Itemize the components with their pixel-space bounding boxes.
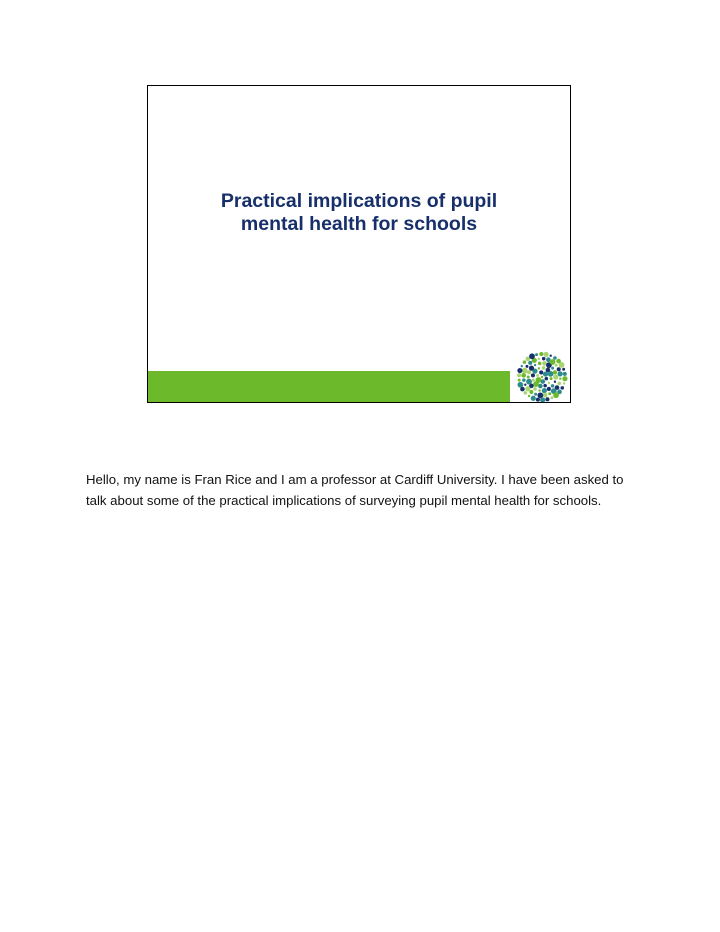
logo-dot: [557, 367, 561, 371]
logo-dot: [534, 393, 537, 396]
logo-dot: [544, 352, 549, 357]
logo-dot: [538, 358, 540, 360]
logo-dot: [537, 392, 543, 398]
footer-green-bar: [148, 371, 510, 403]
logo-dot: [545, 397, 549, 401]
logo-dot: [548, 371, 554, 377]
logo-dot: [543, 371, 548, 376]
logo-dot: [543, 393, 548, 398]
logo-dot: [558, 371, 563, 376]
logo-dot: [533, 387, 537, 391]
logo-dot: [551, 367, 554, 370]
logo-dot: [559, 377, 561, 379]
logo-dot: [529, 390, 533, 394]
logo-dot: [529, 366, 534, 371]
slide-title: [148, 190, 570, 236]
logo-dot: [522, 368, 528, 374]
dots-circle-logo-icon: [508, 341, 571, 403]
logo-dot: [533, 381, 539, 387]
logo-dot: [558, 382, 562, 386]
logo-dot: [526, 379, 532, 385]
logo-dot: [525, 386, 530, 391]
logo-dot: [527, 375, 530, 378]
logo-dot: [548, 392, 551, 395]
logo-dot: [531, 396, 536, 401]
slide-title-line-2: mental health for schools: [240, 213, 478, 235]
logo-dot: [542, 388, 547, 393]
logo-dot: [535, 353, 538, 356]
logo-dot: [550, 377, 553, 380]
logo-dot: [523, 360, 527, 364]
logo-dot: [524, 384, 526, 386]
logo-dot: [532, 379, 535, 382]
logo-dot: [524, 391, 528, 395]
logo-dot: [517, 382, 523, 388]
logo-dot: [538, 362, 542, 366]
logo-dot: [553, 370, 557, 374]
logo-dot: [543, 384, 547, 388]
logo-dot: [559, 362, 565, 368]
logo-dot: [528, 395, 530, 397]
logo-dot: [542, 357, 546, 361]
logo-dot: [522, 378, 526, 382]
logo-dot: [541, 376, 543, 378]
slide-thumbnail: [147, 85, 571, 403]
logo-dot: [539, 370, 543, 374]
logo-dot: [534, 364, 536, 366]
logo-dot: [536, 374, 539, 377]
logo-dot: [518, 379, 521, 382]
logo-dot: [563, 372, 567, 376]
logo-dot: [551, 396, 554, 399]
logo-dot: [550, 355, 552, 357]
logo-dot: [562, 376, 567, 381]
logo-dot: [525, 365, 528, 368]
logo-dot: [547, 387, 551, 391]
speaker-notes-text: Hello, my name is Fran Rice and I am a professor at Cardiff University. I have been asked to talk about some of the practical implications of surveying pupil mental health for schools.: [86, 472, 624, 508]
logo-dot: [561, 386, 565, 390]
logo-dot: [531, 373, 535, 377]
logo-dot: [517, 368, 522, 373]
logo-dot: [539, 352, 543, 356]
logo-dot: [553, 356, 557, 360]
logo-dot: [550, 359, 556, 365]
logo-dot: [528, 361, 532, 365]
logo-dot: [542, 366, 546, 370]
logo-dot: [538, 367, 540, 369]
logo-dot: [553, 392, 559, 398]
logo-dot: [521, 365, 523, 367]
logo-dot: [538, 389, 540, 391]
logo-dot: [521, 373, 526, 378]
logo-dot: [545, 377, 549, 381]
logo-dot: [551, 384, 555, 388]
logo-dot: [562, 368, 565, 371]
logo-dot: [555, 364, 558, 367]
logo-dot: [529, 353, 535, 359]
slide-title-line-1: Practical implications of pupil: [220, 190, 498, 212]
logo-dot: [563, 382, 565, 384]
logo-dot: [540, 397, 545, 402]
logo-dot: [554, 381, 556, 383]
logo-dot: [527, 370, 531, 374]
logo-dot: [553, 374, 558, 379]
logo-dot: [536, 398, 540, 402]
logo-dot: [548, 382, 550, 384]
logo-dot: [517, 373, 521, 377]
